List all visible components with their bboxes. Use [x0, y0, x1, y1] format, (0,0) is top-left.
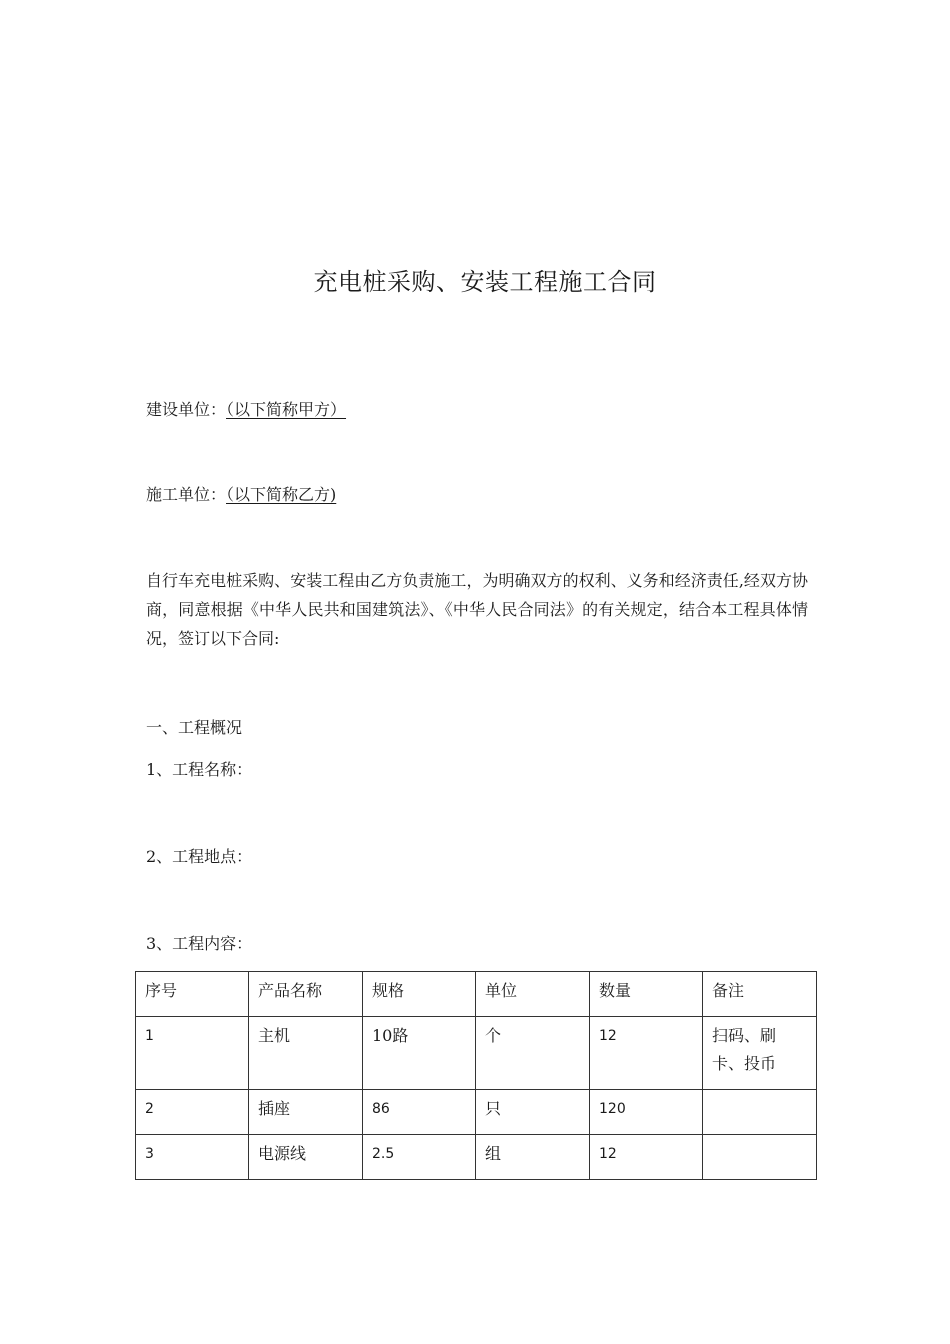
header-cell: 数量	[590, 972, 703, 1017]
table-cell: 12	[590, 1135, 703, 1180]
contractor-label: 施工单位：	[146, 485, 227, 504]
table-cell: 1	[136, 1017, 249, 1090]
table-row	[136, 1017, 817, 1090]
table-row	[136, 1135, 817, 1180]
client-line	[146, 397, 346, 420]
intro-paragraph: 自行车充电桩采购、安装工程由乙方负责施工，为明确双方的权利、义务和经济责任,经双方协商，同意根据《中华人民共和国建筑法》、《中华人民合同法》的有关规定，结合本工程具体情况，签订以下合同:	[146, 571, 808, 648]
table-cell	[703, 1135, 817, 1180]
table-cell: 12	[590, 1017, 703, 1090]
contractor-value: （以下简称乙方)	[226, 485, 337, 504]
table-cell: 只	[476, 1090, 590, 1135]
table-cell: 电源线	[249, 1135, 363, 1180]
table-cell: 插座	[249, 1090, 363, 1135]
header-cell: 单位	[476, 972, 590, 1017]
header-cell: 序号	[136, 972, 249, 1017]
project-location-label: 2、工程地点：	[146, 847, 253, 866]
document-title: 充电桩采购、安装工程施工合同	[313, 268, 657, 296]
table-cell: 2	[136, 1090, 249, 1135]
project-name-label: 1、工程名称：	[146, 760, 253, 779]
table-cell: 2.5	[363, 1135, 476, 1180]
table-cell	[703, 1090, 817, 1135]
project-content-label: 3、工程内容：	[146, 934, 253, 953]
header-cell: 规格	[363, 972, 476, 1017]
table-cell: 3	[136, 1135, 249, 1180]
table-cell: 组	[476, 1135, 590, 1180]
table-cell: 主机	[249, 1017, 363, 1090]
table-cell: 86	[363, 1090, 476, 1135]
items-table	[135, 971, 817, 1180]
section-heading: 一、工程概况	[146, 718, 243, 737]
contractor-line	[146, 482, 336, 505]
table-cell: 120	[590, 1090, 703, 1135]
table-header-row	[136, 972, 817, 1017]
client-label: 建设单位：	[146, 400, 227, 419]
client-value: （以下简称甲方）	[226, 400, 347, 419]
table-cell: 个	[476, 1017, 590, 1090]
table-cell: 10路	[363, 1017, 476, 1090]
header-cell: 产品名称	[249, 972, 363, 1017]
header-cell: 备注	[703, 972, 817, 1017]
table-cell: 扫码、刷卡、投币	[703, 1017, 817, 1090]
table-row	[136, 1090, 817, 1135]
